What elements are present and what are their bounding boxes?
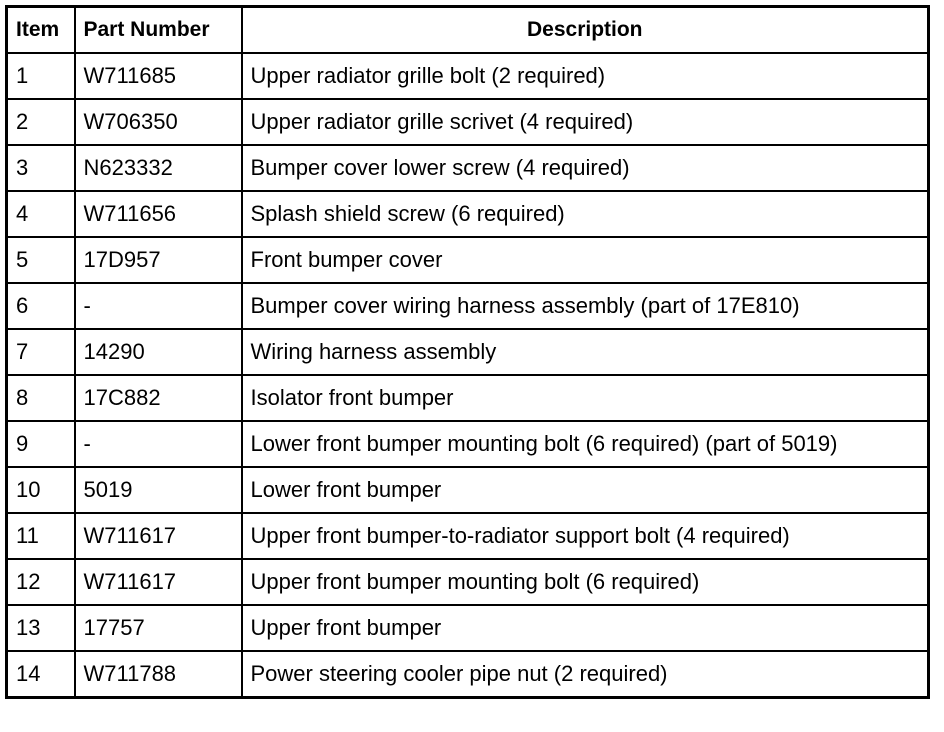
- item-cell: 2: [7, 99, 75, 145]
- table-row: [7, 467, 929, 513]
- part-number-cell: 14290: [75, 329, 242, 375]
- item-cell: 1: [7, 53, 75, 99]
- description-cell: Isolator front bumper: [242, 375, 929, 421]
- table-row: [7, 53, 929, 99]
- part-number-cell: W711788: [75, 651, 242, 698]
- item-cell: 5: [7, 237, 75, 283]
- item-cell: 11: [7, 513, 75, 559]
- part-number-cell: 17757: [75, 605, 242, 651]
- header-row: [7, 7, 929, 54]
- description-cell: Wiring harness assembly: [242, 329, 929, 375]
- table-row: [7, 145, 929, 191]
- item-column-header: Item: [7, 7, 75, 54]
- part-number-cell: N623332: [75, 145, 242, 191]
- description-cell: Bumper cover wiring harness assembly (part of 17E810): [242, 283, 929, 329]
- table-row: [7, 283, 929, 329]
- item-cell: 4: [7, 191, 75, 237]
- item-cell: 3: [7, 145, 75, 191]
- description-cell: Upper front bumper-to-radiator support bolt (4 required): [242, 513, 929, 559]
- description-column-header: Description: [242, 7, 929, 54]
- table-row: [7, 559, 929, 605]
- description-cell: Splash shield screw (6 required): [242, 191, 929, 237]
- table-row: [7, 605, 929, 651]
- description-cell: Power steering cooler pipe nut (2 required): [242, 651, 929, 698]
- table-row: [7, 651, 929, 698]
- description-cell: Bumper cover lower screw (4 required): [242, 145, 929, 191]
- item-cell: 6: [7, 283, 75, 329]
- description-cell: Upper front bumper mounting bolt (6 required): [242, 559, 929, 605]
- item-cell: 14: [7, 651, 75, 698]
- parts-table: [5, 5, 930, 699]
- item-cell: 10: [7, 467, 75, 513]
- part-number-cell: -: [75, 421, 242, 467]
- part-number-cell: -: [75, 283, 242, 329]
- table-row: [7, 329, 929, 375]
- item-cell: 7: [7, 329, 75, 375]
- description-cell: Lower front bumper mounting bolt (6 required) (part of 5019): [242, 421, 929, 467]
- item-cell: 9: [7, 421, 75, 467]
- description-cell: Upper radiator grille bolt (2 required): [242, 53, 929, 99]
- item-cell: 8: [7, 375, 75, 421]
- table-row: [7, 375, 929, 421]
- description-cell: Front bumper cover: [242, 237, 929, 283]
- table-row: [7, 237, 929, 283]
- item-cell: 13: [7, 605, 75, 651]
- part-number-cell: 17D957: [75, 237, 242, 283]
- part-number-cell: W711656: [75, 191, 242, 237]
- description-cell: Upper radiator grille scrivet (4 required): [242, 99, 929, 145]
- part-number-cell: W706350: [75, 99, 242, 145]
- table-body: [7, 53, 929, 698]
- description-cell: Upper front bumper: [242, 605, 929, 651]
- part-number-cell: W711617: [75, 559, 242, 605]
- part-number-cell: W711617: [75, 513, 242, 559]
- part-number-column-header: Part Number: [75, 7, 242, 54]
- item-cell: 12: [7, 559, 75, 605]
- table-row: [7, 191, 929, 237]
- table-row: [7, 513, 929, 559]
- table-row: [7, 99, 929, 145]
- part-number-cell: 5019: [75, 467, 242, 513]
- part-number-cell: 17C882: [75, 375, 242, 421]
- table-row: [7, 421, 929, 467]
- description-cell: Lower front bumper: [242, 467, 929, 513]
- part-number-cell: W711685: [75, 53, 242, 99]
- table-header: [7, 7, 929, 54]
